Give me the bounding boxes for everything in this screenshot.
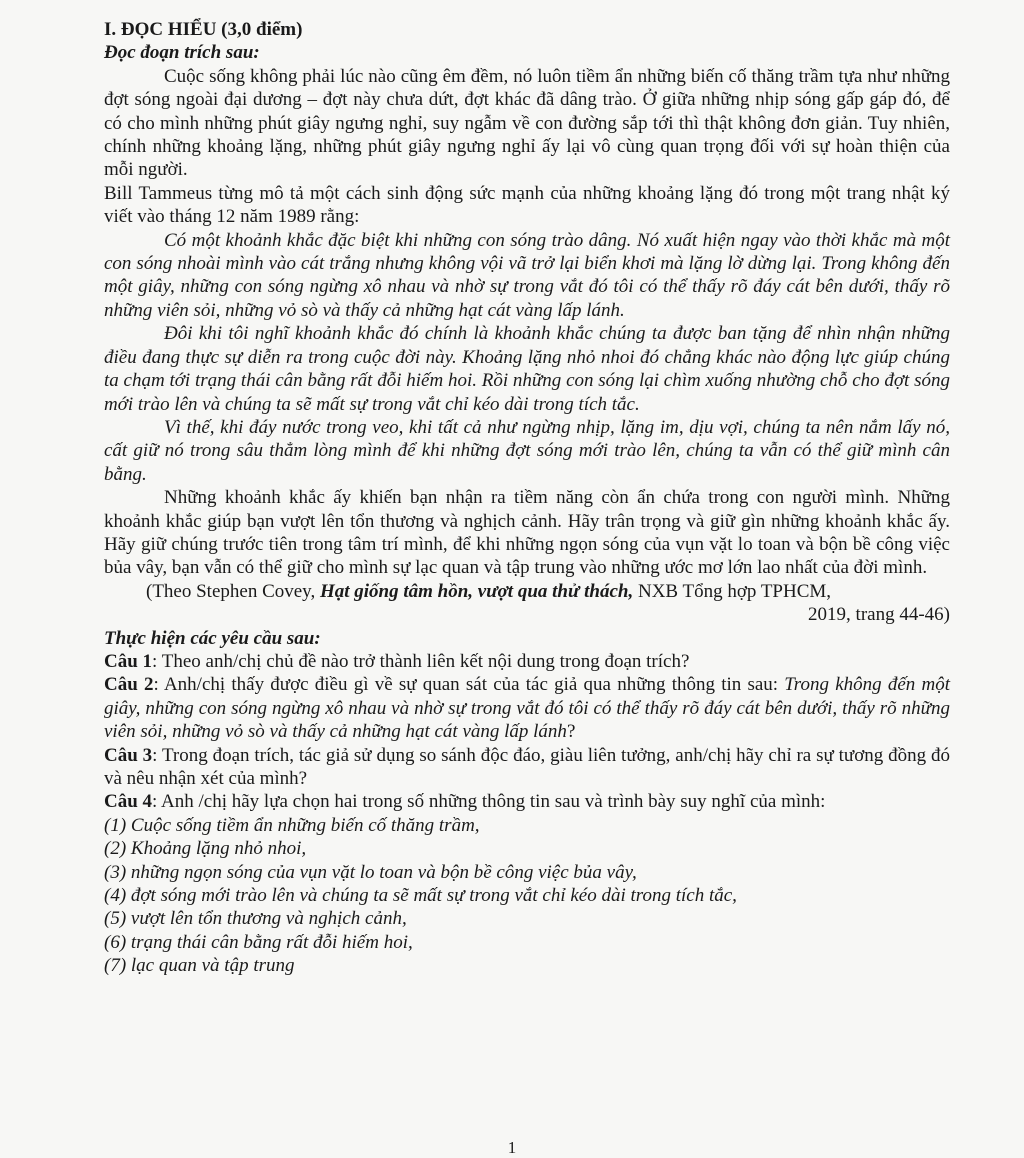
quote-paragraph-1: Có một khoảnh khắc đặc biệt khi những con sóng trào dâng. Nó xuất hiện ngay vào thời khắc mà một con sóng nhoài mình vào cát trắng nhưng không vội vã trở lại biển khơi mà lặng lờ dừng lại. Trong không đến một giây, những con sóng ngừng xô nhau và nhờ sự trong vắt đó tôi có thể thấy rõ đáy cát bên dưới, thấy rõ những viên sỏi, những vỏ sò và thấy cả những hạt cát vàng lấp lánh. [104,229,950,321]
quote-paragraph-2: Đôi khi tôi nghĩ khoảnh khắc đó chính là khoảnh khắc chúng ta được ban tặng để nhìn nhận những điều đang thực sự diễn ra trong cuộc đời này. Khoảng lặng nhỏ nhoi đó chẳng khác nào động lực giúp chúng ta chạm tới trạng thái cân bằng rất đỗi hiếm hoi. Rồi những con sóng lại chìm xuống nhường chỗ cho đợt sóng mới trào lên và chúng ta sẽ mất sự trong vắt chỉ kéo dài trong tích tắc. [104,323,950,415]
page-number: 1 [507,1138,517,1157]
option-item: (7) lạc quan và tập trung [104,955,295,977]
option-item: (6) trạng thái cân bằng rất đỗi hiếm hoi, [104,931,413,953]
passage-paragraph-2: Bill Tammeus từng mô tả một cách sinh động sức mạnh của những khoảng lặng đó trong một trang nhật ký viết vào tháng 12 năm 1989 rằng: [104,182,950,228]
question-text: : Anh /chị hãy lựa chọn hai trong số những thông tin sau và trình bày suy nghĩ của mình: [152,791,826,813]
question-label: Câu 1 [104,650,153,672]
question-end: ? [566,721,576,743]
source-publisher: NXB Tổng hợp TPHCM, [633,580,832,602]
question-label: Câu 2 [104,674,154,696]
passage-intro: Đọc đoạn trích sau: [104,42,260,64]
section-heading: I. ĐỌC HIỂU (3,0 điểm) [104,19,303,40]
question-3 [104,744,950,791]
question-text: : Trong đoạn trích, tác giả sử dụng so sánh độc đáo, giàu liên tưởng, anh/chị hãy chỉ ra sự tương đồng đó và nêu nhận xét của mình? [104,744,950,789]
page-content [104,18,950,978]
question-4 [104,790,950,813]
option-item: (3) những ngọn sóng của vụn vặt lo toan và bộn bề công việc bủa vây, [104,861,637,883]
option-item: (1) Cuộc sống tiềm ẩn những biến cố thăng trầm, [104,814,480,836]
question-label: Câu 4 [104,791,153,813]
option-item: (5) vượt lên tổn thương và nghịch cảnh, [104,908,407,930]
question-1 [104,650,950,673]
option-item: (4) đợt sóng mới trào lên và chúng ta sẽ mất sự trong vắt chỉ kéo dài trong tích tắc, [104,885,737,907]
source-year: 2019, trang 44-46) [808,604,950,626]
source-prefix: (Theo Stephen Covey, [146,580,320,602]
question-quote: Trong không đến một giây, những con sóng ngừng xô nhau và nhờ sự trong vắt đó tôi có thể thấy rõ đáy cát bên dưới, thấy rõ những viên sỏi, những vỏ sò và thấy cả những hạt cát vàng lấp lánh [104,674,950,743]
question-2 [104,673,950,743]
quote-paragraph-3: Vì thế, khi đáy nước trong veo, khi tất cả như ngừng nhịp, lặng im, dịu vợi, chúng ta nên nắm lấy nó, cất giữ nó trong sâu thẳm lòng mình để khi những đợt sóng mới trào lên, chúng ta vẫn có thể giữ mình cân bằng. [104,416,950,485]
passage-paragraph-1: Cuộc sống không phải lúc nào cũng êm đềm, nó luôn tiềm ẩn những biến cố thăng trầm tựa như những đợt sóng ngoài đại dương – đợt này chưa dứt, đợt khác đã dâng trào. Ở giữa những nhịp sóng gấp gáp đó, để có cho mình những phút giây ngưng nghỉ, suy ngẫm về con đường sắp tới thì thật không đơn giản. Tuy nhiên, chính những khoảng lặng, những phút giây ngưng nghỉ ấy lại vô cùng quan trọng đối với sự hoàn thiện của mỗi người. [104,65,950,181]
question-label: Câu 3 [104,744,153,766]
question-text: : Theo anh/chị chủ đề nào trở thành liên kết nội dung trong đoạn trích? [152,650,690,672]
source-title: Hạt giống tâm hồn, vượt qua thử thách, [319,580,634,602]
tasks-heading: Thực hiện các yêu cầu sau: [104,627,321,649]
passage-paragraph-3: Những khoảnh khắc ấy khiến bạn nhận ra tiềm năng còn ẩn chứa trong con người mình. Những khoảnh khắc giúp bạn vượt lên tổn thương và nghịch cảnh. Hãy trân trọng và giữ gìn những khoảnh khắc ấy. Hãy giữ chúng trước tiên trong tâm trí mình, để khi những ngọn sóng của vụn vặt lo toan và bộn bề công việc bủa vây, bạn vẫn có thể giữ cho mình sự lạc quan và tập trung vào những ước mơ lớn lao nhất của đời mình. [104,487,950,579]
question-text: : Anh/chị thấy được điều gì về sự quan sát của tác giả qua những thông tin sau: [153,674,785,696]
source-citation [104,580,950,603]
option-item: (2) Khoảng lặng nhỏ nhoi, [104,838,307,860]
